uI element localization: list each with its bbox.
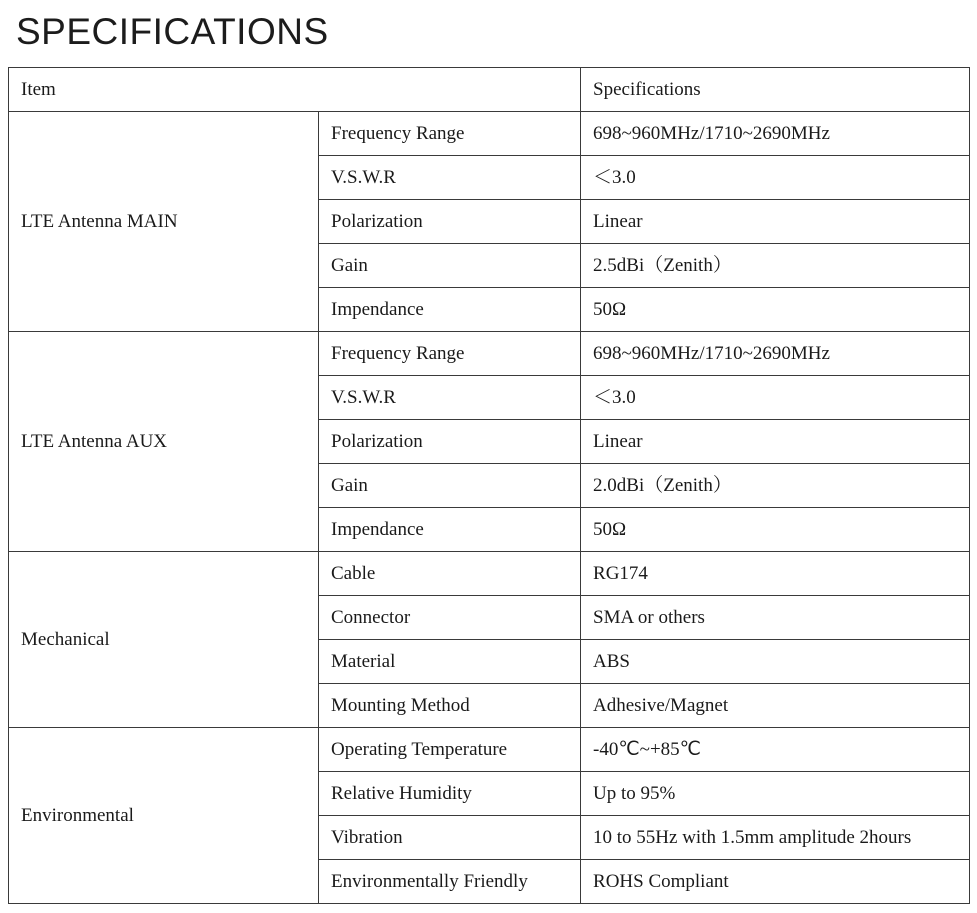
param-label: Connector	[319, 596, 581, 640]
page-title: SPECIFICATIONS	[16, 11, 329, 52]
group-label-environmental: Environmental	[9, 728, 319, 904]
table-row	[9, 728, 970, 772]
param-label: Operating Temperature	[319, 728, 581, 772]
column-header-item: Item	[9, 68, 581, 112]
param-label: Material	[319, 640, 581, 684]
param-value: ROHS Compliant	[581, 860, 970, 904]
table-row	[9, 332, 970, 376]
specifications-table	[8, 67, 970, 904]
specifications-page	[0, 6, 977, 913]
param-value: 2.5dBi（Zenith）	[581, 244, 970, 288]
param-label: V.S.W.R	[319, 156, 581, 200]
param-label: Impendance	[319, 508, 581, 552]
table-header-row	[9, 68, 970, 112]
param-value: 50Ω	[581, 508, 970, 552]
param-label: Relative Humidity	[319, 772, 581, 816]
param-value: ＜3.0	[581, 376, 970, 420]
param-label: Frequency Range	[319, 112, 581, 156]
param-value: Linear	[581, 200, 970, 244]
param-label: Gain	[319, 244, 581, 288]
param-value: RG174	[581, 552, 970, 596]
group-label-lte-antenna-main: LTE Antenna MAIN	[9, 112, 319, 332]
param-label: Cable	[319, 552, 581, 596]
param-value: 10 to 55Hz with 1.5mm amplitude 2hours	[581, 816, 970, 860]
param-label: Vibration	[319, 816, 581, 860]
param-value: 698~960MHz/1710~2690MHz	[581, 332, 970, 376]
param-value: Linear	[581, 420, 970, 464]
param-label: Polarization	[319, 420, 581, 464]
param-value: 2.0dBi（Zenith）	[581, 464, 970, 508]
param-value: SMA or others	[581, 596, 970, 640]
param-value: 50Ω	[581, 288, 970, 332]
param-value: 698~960MHz/1710~2690MHz	[581, 112, 970, 156]
param-value: ABS	[581, 640, 970, 684]
param-label: Polarization	[319, 200, 581, 244]
param-label: Environmentally Friendly	[319, 860, 581, 904]
param-label: Impendance	[319, 288, 581, 332]
param-label: Gain	[319, 464, 581, 508]
table-row	[9, 552, 970, 596]
param-value: -40℃~+85℃	[581, 728, 970, 772]
param-value: ＜3.0	[581, 156, 970, 200]
group-label-mechanical: Mechanical	[9, 552, 319, 728]
param-label: V.S.W.R	[319, 376, 581, 420]
table-row	[9, 112, 970, 156]
column-header-specifications: Specifications	[581, 68, 970, 112]
param-value: Adhesive/Magnet	[581, 684, 970, 728]
group-label-lte-antenna-aux: LTE Antenna AUX	[9, 332, 319, 552]
param-label: Frequency Range	[319, 332, 581, 376]
param-label: Mounting Method	[319, 684, 581, 728]
param-value: Up to 95%	[581, 772, 970, 816]
